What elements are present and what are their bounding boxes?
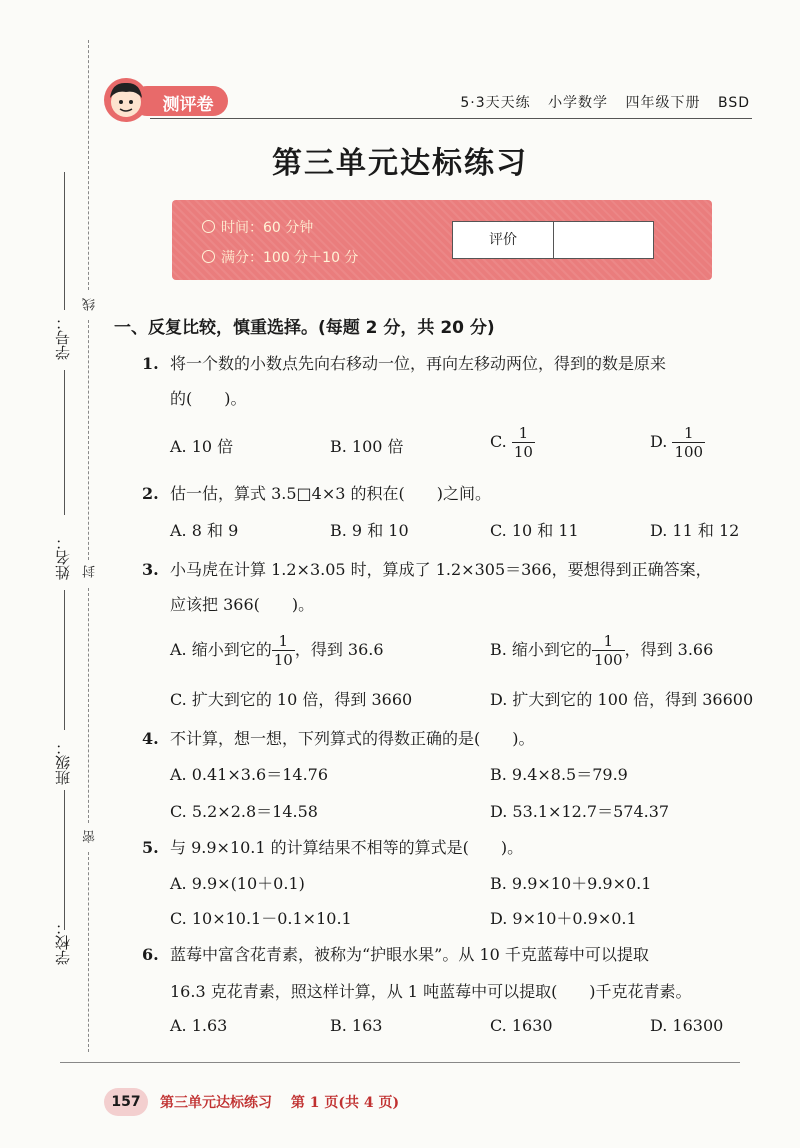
q6-option-c[interactable]: C. 1630 [490,1016,553,1035]
q2-option-a[interactable]: A. 8 和 9 [170,521,239,540]
cartoon-boy-icon [102,76,150,124]
q5-option-d[interactable]: D. 9×10＋0.9×0.1 [490,909,637,928]
seal-mark-seal: 封 [83,565,98,578]
q4-option-b[interactable]: B. 9.4×8.5＝79.9 [490,765,628,784]
series-info [448,92,750,112]
question-6: 6. 蓝莓中富含花青素，被称为“护眼水果”。从 10 千克蓝莓中可以提取 [142,945,649,964]
question-1: 1. 将一个数的小数点先向右移动一位，再向左移动两位，得到的数是原来 [142,354,667,373]
badge-label: 测评卷 [162,95,214,115]
q3-option-a[interactable]: A. 缩小到它的 $\frac{1}{10}$ ，得到 36.6 [170,632,384,669]
footer-rule [60,1062,740,1063]
footer-text [160,1092,413,1112]
q3-option-c[interactable]: C. 扩大到它的 10 倍，得到 3660 [170,690,413,709]
test-badge [102,76,230,124]
seal-mark-line: 线 [83,298,98,311]
q5-option-b[interactable]: B. 9.9×10＋9.9×0.1 [490,874,652,893]
q2-option-b[interactable]: B. 9 和 10 [330,521,409,540]
clock-icon [202,220,215,233]
question-3: 3. 小马虎在计算 1.2×3.05 时，算成了 1.2×305＝366，要想得到正确答案， [142,560,712,579]
header-rule [150,118,752,119]
seal-dash [88,852,89,1052]
edition: BSD [717,95,750,111]
grade: 四年级下册 [625,95,701,111]
footer-page-info: 第 1 页(共 4 页) [290,1095,400,1111]
q5-option-a[interactable]: A. 9.9×(10＋0.1) [170,874,305,893]
question-2: 2. 估一估，算式 3.5□4×3 的积在( )之间。 [142,484,491,503]
question-4: 4. 不计算，想一想，下列算式的得数正确的是( )。 [142,729,535,748]
time-text: 时间：60 分钟 [221,220,314,236]
score-text: 满分：100 分＋10 分 [221,250,359,266]
q6-option-b[interactable]: B. 163 [330,1016,383,1035]
check-icon [202,250,215,263]
q1-option-b[interactable]: B. 100 倍 [330,437,404,456]
question-3-cont: 应该把 366( )。 [170,595,315,614]
q1-option-a[interactable]: A. 10 倍 [170,437,234,456]
info-box [172,200,712,280]
fraction: $\frac{1}{100}$ [593,632,623,669]
seal-dash [88,40,89,290]
q5-option-c[interactable]: C. 10×10.1－0.1×10.1 [170,909,352,928]
name-label: 姓名： [54,535,72,580]
q6-option-d[interactable]: D. 16300 [650,1016,724,1035]
score-row [202,247,358,267]
q6-option-a[interactable]: A. 1.63 [170,1016,228,1035]
q2-option-c[interactable]: C. 10 和 11 [490,521,579,540]
question-6-cont: 16.3 克花青素，照这样计算，从 1 吨蓝莓中可以提取( )千克花青素。 [170,982,692,1001]
q2-option-d[interactable]: D. 11 和 12 [650,521,740,540]
fraction: $\frac{1}{100}$ [674,424,704,461]
page-number: 157 [104,1088,148,1116]
page-title: 第三单元达标练习 [272,146,528,181]
class-line[interactable] [64,590,65,730]
q1-option-c[interactable]: C. $\frac{1}{10}$ [490,424,533,461]
student-no-label: 学号： [54,315,72,360]
q4-option-a[interactable]: A. 0.41×3.6＝14.76 [170,765,329,784]
q4-option-c[interactable]: C. 5.2×2.8＝14.58 [170,802,318,821]
fraction: $\frac{1}{10}$ [273,632,293,669]
school-label: 学校： [54,920,72,965]
time-row [202,217,313,237]
student-no-line[interactable] [64,172,65,310]
q1-option-d[interactable]: D. $\frac{1}{100}$ [650,424,704,461]
class-label: 班级： [54,740,72,785]
seal-dash [88,320,89,560]
q3-option-d[interactable]: D. 扩大到它的 100 倍，得到 36600 [490,690,754,709]
school-line[interactable] [64,790,65,930]
subject: 小学数学 [548,95,609,111]
seal-dash [88,588,89,823]
fraction: $\frac{1}{10}$ [513,424,533,461]
question-5: 5. 与 9.9×10.1 的计算结果不相等的算式是( )。 [142,838,524,857]
question-1-cont: 的( )。 [170,389,247,408]
series-name: 5·3天天练 [460,95,531,111]
seal-mark-secret: 密 [83,830,98,843]
q3-option-b[interactable]: B. 缩小到它的 $\frac{1}{100}$ ，得到 3.66 [490,632,714,669]
section-heading: 一、反复比较，慎重选择。(每题 2 分，共 20 分) [114,318,495,338]
evaluation-label: 评价 [453,222,554,258]
evaluation-box [452,221,654,259]
footer-title: 第三单元达标练习 [160,1095,272,1111]
q4-option-d[interactable]: D. 53.1×12.7＝574.37 [490,802,670,821]
name-line[interactable] [64,370,65,515]
